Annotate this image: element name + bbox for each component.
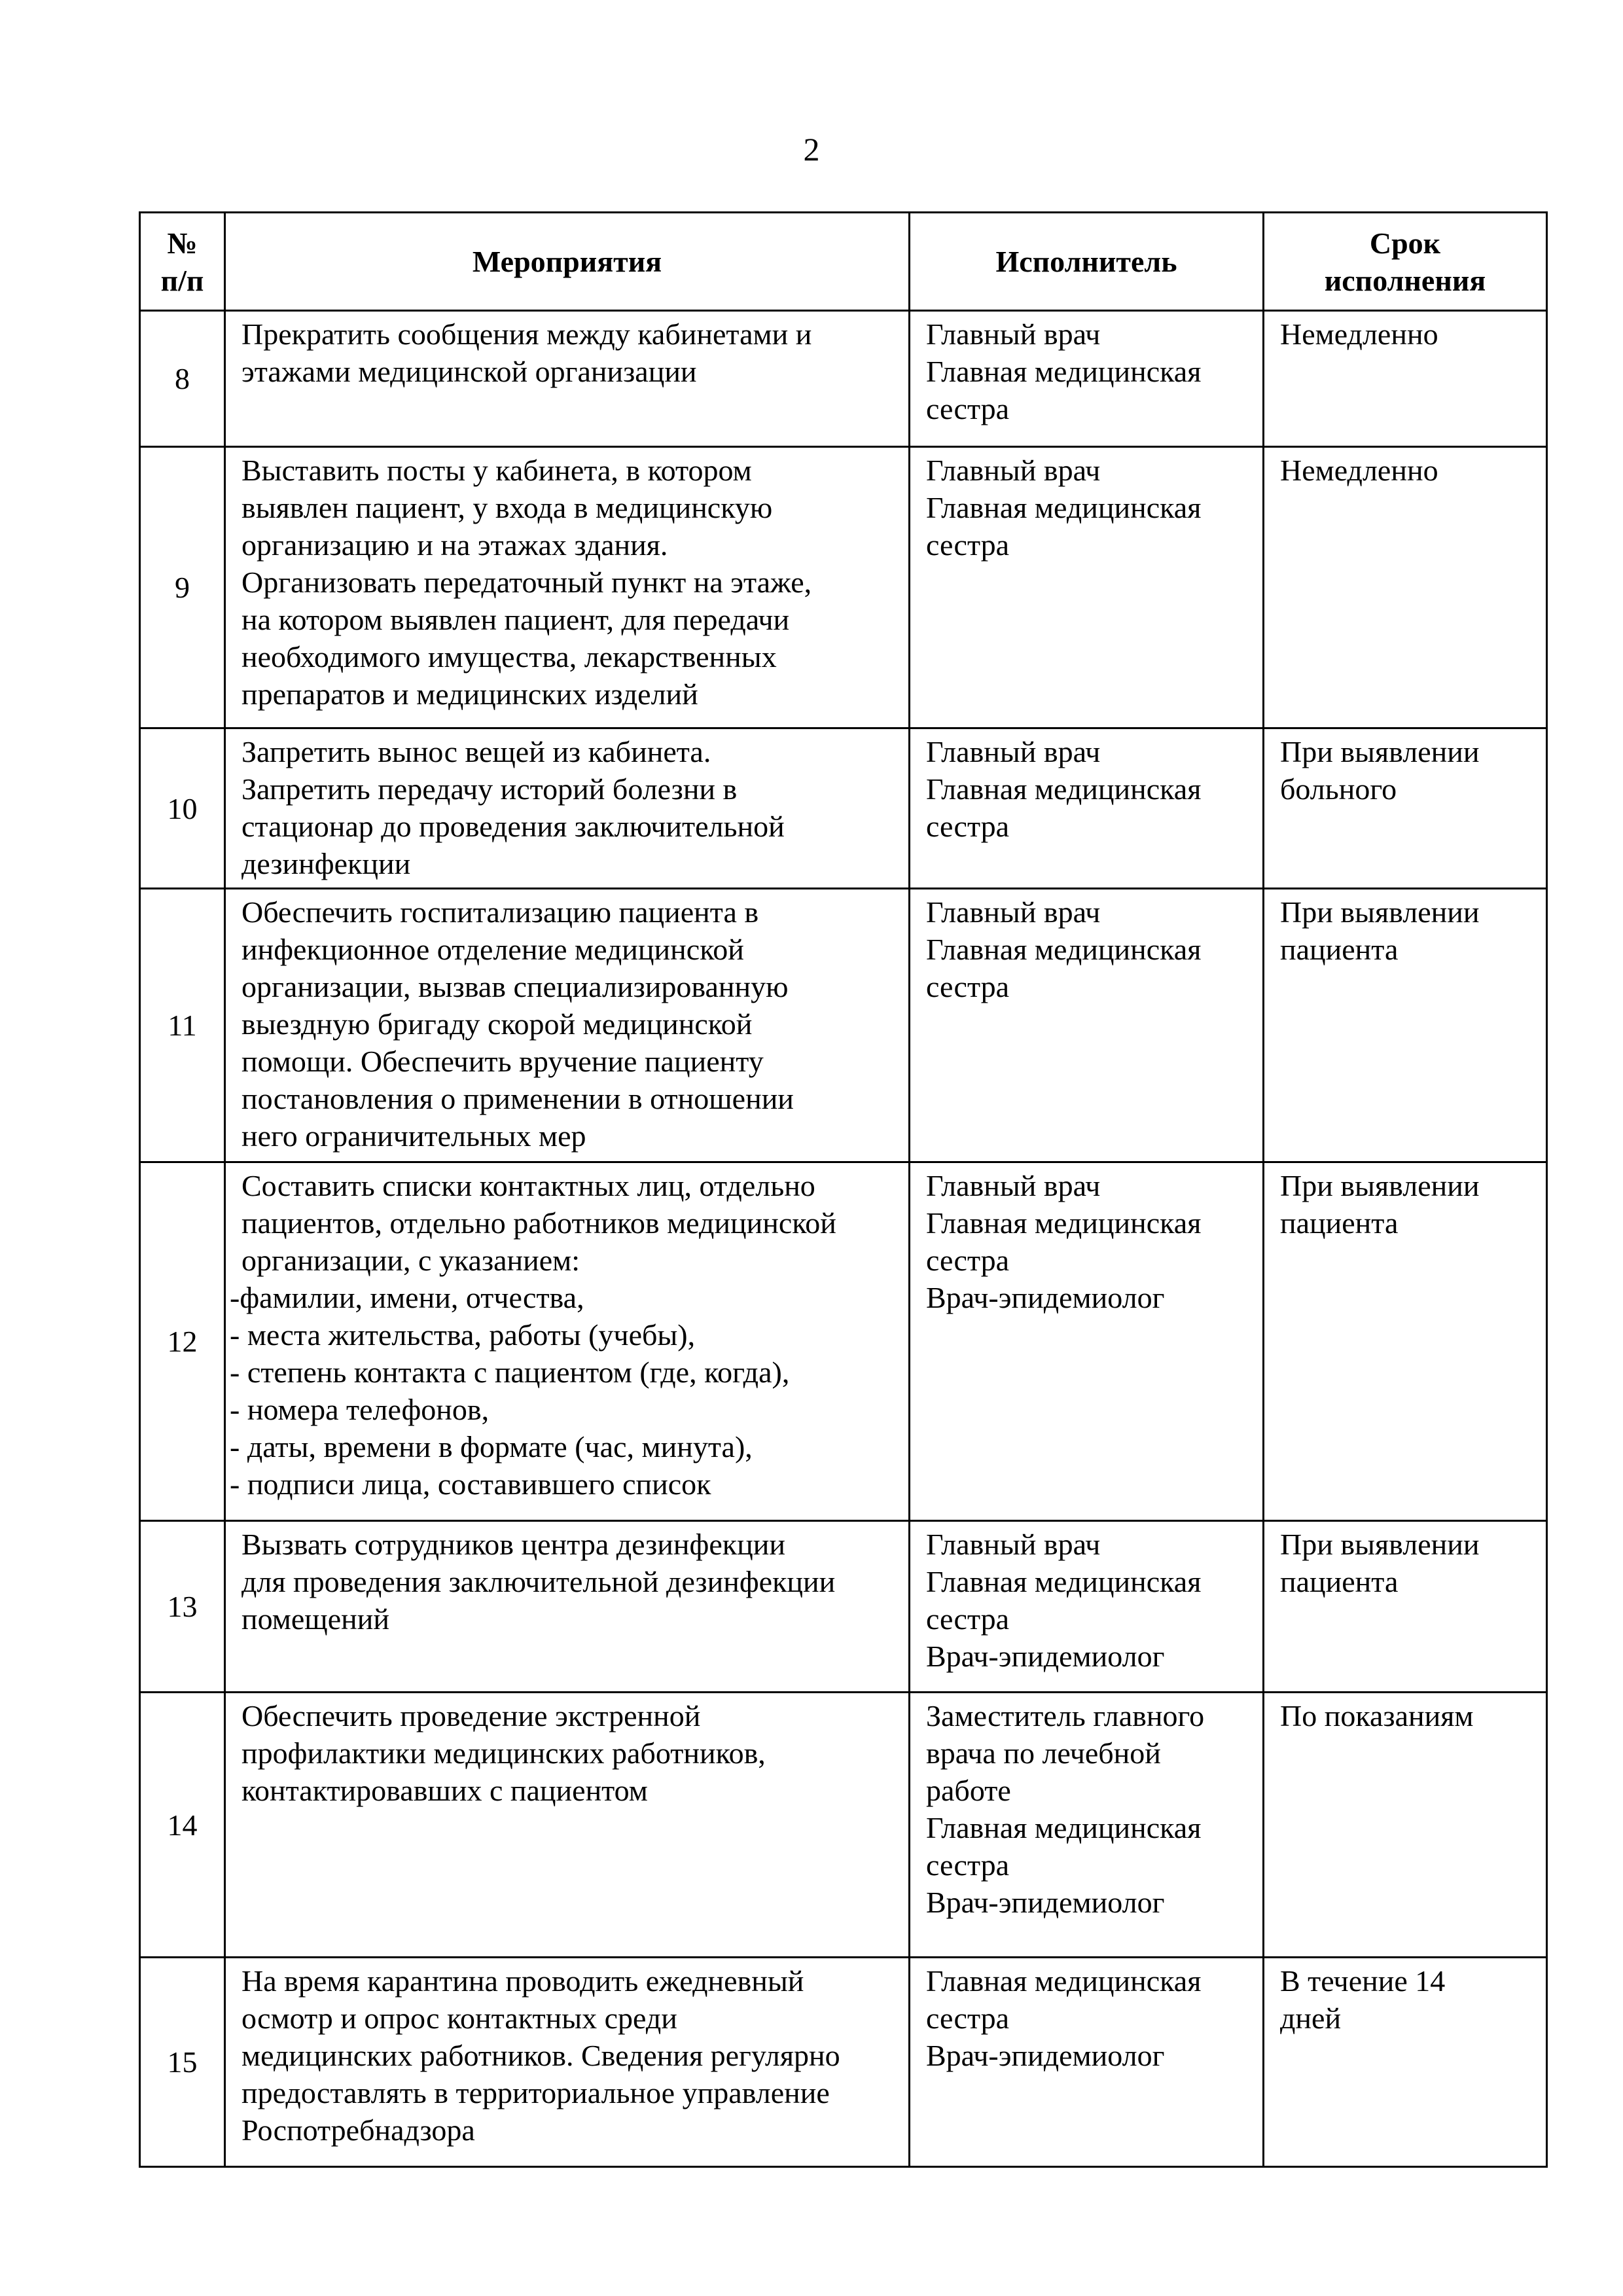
executor-cell-line: Главный врач xyxy=(926,895,1101,929)
measure-cell-line: организацию и на этажах здания. xyxy=(241,528,668,562)
measure-cell-line: выездную бригаду скорой медицинской xyxy=(241,1007,753,1041)
measure-cell xyxy=(225,1958,910,2167)
row-number: 10 xyxy=(140,728,225,889)
table-row xyxy=(140,447,1547,728)
measure-cell-line: выявлен пациент, у входа в медицинскую xyxy=(241,491,773,524)
measure-cell-line: постановления о применении в отношении xyxy=(241,1082,794,1115)
executor-cell-line: сестра xyxy=(926,1602,1010,1636)
executor-cell xyxy=(910,889,1264,1162)
table-row xyxy=(140,1521,1547,1693)
header-number xyxy=(140,213,225,311)
measure-cell-line: на котором выявлен пациент, для передачи xyxy=(241,603,790,636)
measure-cell-line: этажами медицинской организации xyxy=(241,355,697,388)
deadline-cell xyxy=(1264,1693,1547,1958)
measure-cell-line: медицинских работников. Сведения регулярно xyxy=(241,2039,840,2072)
measure-cell-line: пациентов, отдельно работников медицинской xyxy=(241,1206,836,1240)
measure-cell-line: профилактики медицинских работников, xyxy=(241,1736,766,1770)
measure-cell-list-item: - места жительства, работы (учебы), xyxy=(230,1318,696,1352)
executor-cell-line: Врач-эпидемиолог xyxy=(926,2039,1165,2072)
measure-cell-line: стационар до проведения заключительной xyxy=(241,810,785,843)
executor-cell-line: Главный врач xyxy=(926,1169,1101,1202)
executor-cell xyxy=(910,1162,1264,1521)
header-executor: Исполнитель xyxy=(910,213,1264,311)
header-measures: Мероприятия xyxy=(225,213,910,311)
measure-cell-line: него ограничительных мер xyxy=(241,1119,586,1153)
executor-cell-line: сестра xyxy=(926,392,1010,425)
row-number: 12 xyxy=(140,1162,225,1521)
row-number: 15 xyxy=(140,1958,225,2167)
deadline-cell-line: При выявлении xyxy=(1280,1528,1480,1561)
executor-cell xyxy=(910,1958,1264,2167)
deadline-cell xyxy=(1264,1162,1547,1521)
measure-cell xyxy=(225,1162,910,1521)
executor-cell-line: Врач-эпидемиолог xyxy=(926,1281,1165,1314)
measure-cell-line: препаратов и медицинских изделий xyxy=(241,677,698,711)
measure-cell-line: Выставить посты у кабинета, в котором xyxy=(241,454,752,487)
measure-cell-line: организации, вызвав специализированную xyxy=(241,970,789,1003)
deadline-cell-line: При выявлении xyxy=(1280,1169,1480,1202)
measure-cell-line: необходимого имущества, лекарственных xyxy=(241,640,777,673)
measure-cell-line: Обеспечить госпитализацию пациента в xyxy=(241,895,759,929)
executor-cell-line: Врач-эпидемиолог xyxy=(926,1886,1165,1919)
executor-cell-line: Главная медицинская xyxy=(926,772,1202,806)
deadline-cell xyxy=(1264,889,1547,1162)
measure-cell xyxy=(225,447,910,728)
header-deadline-line: исполнения xyxy=(1324,263,1486,297)
executor-cell-line: Главная медицинская xyxy=(926,1206,1202,1240)
executor-cell-line: врача по лечебной xyxy=(926,1736,1161,1770)
measure-cell-line: Обеспечить проведение экстренной xyxy=(241,1699,701,1732)
measure-cell-line: помещений xyxy=(241,1602,389,1636)
executor-cell-line: Главная медицинская xyxy=(926,1565,1202,1598)
measure-cell-line: помощи. Обеспечить вручение пациенту xyxy=(241,1045,764,1078)
deadline-cell xyxy=(1264,1521,1547,1693)
measure-cell-list-item: - подписи лица, составившего список xyxy=(230,1467,711,1501)
measure-cell-line: Вызвать сотрудников центра дезинфекции xyxy=(241,1528,785,1561)
measure-cell-line: Прекратить сообщения между кабинетами и xyxy=(241,317,812,351)
row-number: 13 xyxy=(140,1521,225,1693)
measure-cell xyxy=(225,1521,910,1693)
measure-cell-list-item: - номера телефонов, xyxy=(230,1393,490,1426)
measure-cell-line: Роспотребнадзора xyxy=(241,2113,475,2147)
executor-cell-line: Главная медицинская xyxy=(926,933,1202,966)
deadline-cell-line: дней xyxy=(1280,2001,1342,2035)
measure-cell xyxy=(225,1693,910,1958)
deadline-cell-line: По показаниям xyxy=(1280,1699,1474,1732)
measure-cell-list-item: - степень контакта с пациентом (где, когда), xyxy=(230,1355,790,1389)
table-row xyxy=(140,889,1547,1162)
deadline-cell xyxy=(1264,447,1547,728)
table-row xyxy=(140,728,1547,889)
executor-cell-line: Главный врач xyxy=(926,735,1101,768)
table-row xyxy=(140,311,1547,447)
executor-cell-line: сестра xyxy=(926,810,1010,843)
measures-table xyxy=(139,211,1548,2168)
measure-cell-line: На время карантина проводить ежедневный xyxy=(241,1964,804,1998)
executor-cell-line: Врач-эпидемиолог xyxy=(926,1640,1165,1673)
deadline-cell-line: пациента xyxy=(1280,1565,1399,1598)
measure-cell-line: дезинфекции xyxy=(241,847,411,880)
header-deadline xyxy=(1264,213,1547,311)
executor-cell-line: Главная медицинская xyxy=(926,1964,1202,1998)
measure-cell-list-item: - даты, времени в формате (час, минута), xyxy=(230,1430,753,1463)
measure-cell-line: Запретить вынос вещей из кабинета. xyxy=(241,735,711,768)
header-number-label: п/п xyxy=(160,263,204,297)
measure-cell-line: организации, с указанием: xyxy=(241,1244,580,1277)
measure-cell xyxy=(225,889,910,1162)
measure-cell-list-item: -фамилии, имени, отчества, xyxy=(230,1281,584,1314)
measure-cell-line: Составить списки контактных лиц, отдельно xyxy=(241,1169,815,1202)
measure-cell-line: предоставлять в территориальное управление xyxy=(241,2076,830,2109)
measure-cell xyxy=(225,311,910,447)
deadline-cell-line: больного xyxy=(1280,772,1397,806)
deadline-cell xyxy=(1264,311,1547,447)
header-number-symbol: № xyxy=(167,226,198,260)
table-header-row xyxy=(140,213,1547,311)
row-number: 11 xyxy=(140,889,225,1162)
executor-cell-line: сестра xyxy=(926,970,1010,1003)
executor-cell-line: Главная медицинская xyxy=(926,1811,1202,1844)
executor-cell xyxy=(910,447,1264,728)
measure-cell-line: Организовать передаточный пункт на этаже, xyxy=(241,565,812,599)
deadline-cell-line: Немедленно xyxy=(1280,454,1438,487)
executor-cell xyxy=(910,1693,1264,1958)
executor-cell xyxy=(910,728,1264,889)
executor-cell-line: Главный врач xyxy=(926,454,1101,487)
executor-cell xyxy=(910,1521,1264,1693)
table-row xyxy=(140,1693,1547,1958)
executor-cell-line: Главная медицинская xyxy=(926,355,1202,388)
header-deadline-line: Срок xyxy=(1369,226,1441,260)
row-number: 14 xyxy=(140,1693,225,1958)
executor-cell-line: сестра xyxy=(926,1244,1010,1277)
table-body xyxy=(140,311,1547,2167)
executor-cell-line: работе xyxy=(926,1774,1011,1807)
executor-cell-line: Главная медицинская xyxy=(926,491,1202,524)
row-number: 8 xyxy=(140,311,225,447)
deadline-cell-line: При выявлении xyxy=(1280,895,1480,929)
executor-cell-line: Главный врач xyxy=(926,317,1101,351)
executor-cell xyxy=(910,311,1264,447)
table-row xyxy=(140,1162,1547,1521)
measure-cell-line: Запретить передачу историй болезни в xyxy=(241,772,738,806)
measure-cell-line: для проведения заключительной дезинфекции xyxy=(241,1565,836,1598)
measure-cell-line: инфекционное отделение медицинской xyxy=(241,933,744,966)
row-number: 9 xyxy=(140,447,225,728)
deadline-cell-line: пациента xyxy=(1280,933,1399,966)
measure-cell xyxy=(225,728,910,889)
page-number: 2 xyxy=(803,131,820,168)
measure-cell-line: осмотр и опрос контактных среди xyxy=(241,2001,677,2035)
deadline-cell-line: пациента xyxy=(1280,1206,1399,1240)
executor-cell-line: сестра xyxy=(926,1848,1010,1882)
deadline-cell-line: Немедленно xyxy=(1280,317,1438,351)
deadline-cell-line: При выявлении xyxy=(1280,735,1480,768)
deadline-cell-line: В течение 14 xyxy=(1280,1964,1446,1998)
deadline-cell xyxy=(1264,728,1547,889)
table-row xyxy=(140,1958,1547,2167)
deadline-cell xyxy=(1264,1958,1547,2167)
executor-cell-line: Заместитель главного xyxy=(926,1699,1205,1732)
executor-cell-line: сестра xyxy=(926,2001,1010,2035)
executor-cell-line: сестра xyxy=(926,528,1010,562)
measure-cell-line: контактировавших с пациентом xyxy=(241,1774,648,1807)
executor-cell-line: Главный врач xyxy=(926,1528,1101,1561)
